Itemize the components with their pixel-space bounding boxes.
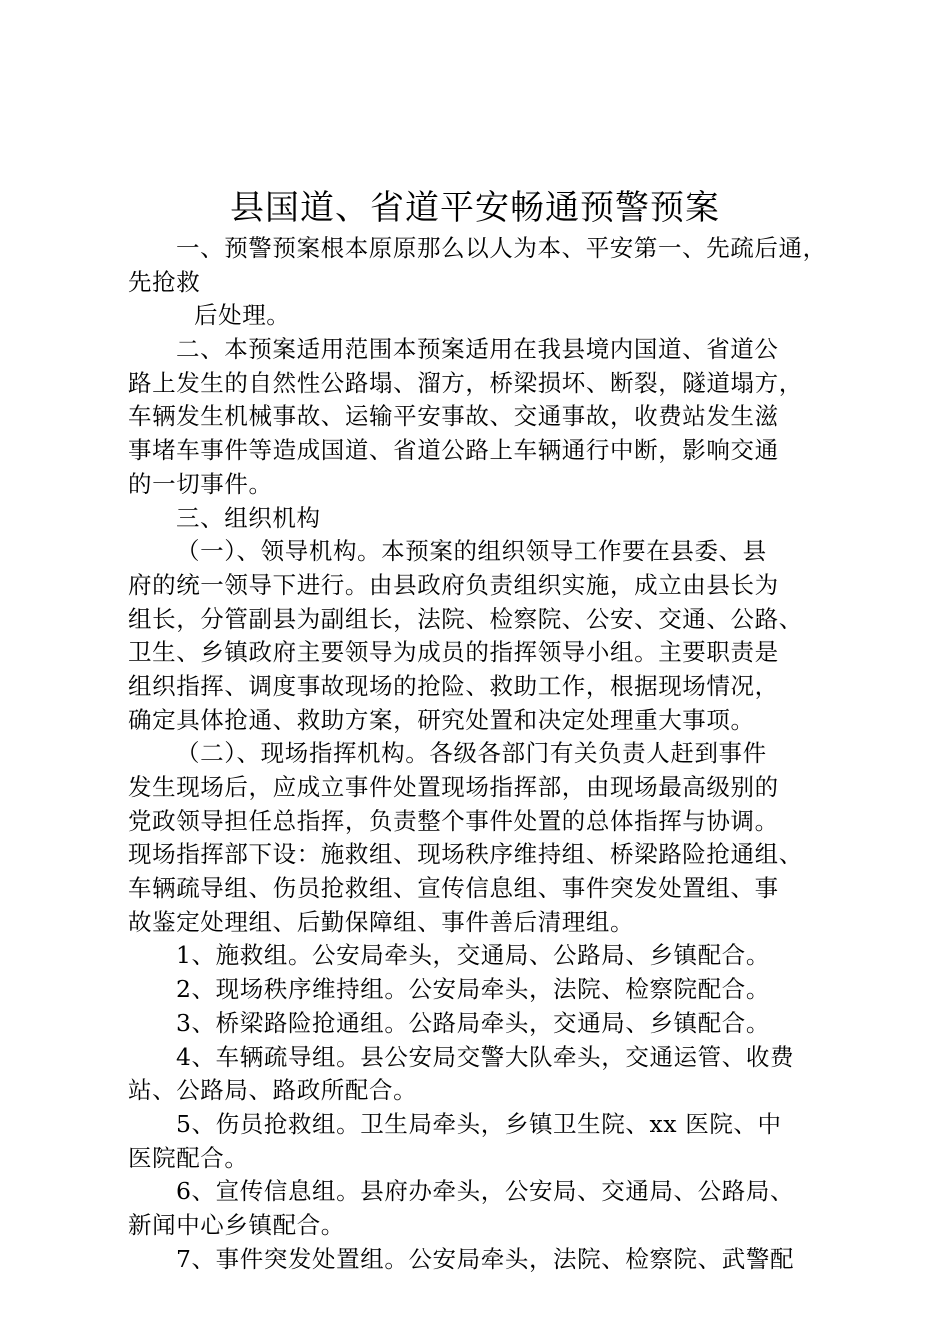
text-line: 站、公路局、路政所配合。 xyxy=(128,1076,418,1105)
text-line: 1、施救组。公安局牵头，交通局、公路局、乡镇配合。 xyxy=(176,941,770,970)
text-line: 事堵车事件等造成国道、省道公路上车辆通行中断，影响交通 xyxy=(128,436,779,465)
text-line: 一、预警预案根本原原那么以人为本、平安第一、先疏后通， xyxy=(176,234,827,262)
text-line: 卫生、乡镇政府主要领导为成员的指挥领导小组。主要职责是 xyxy=(128,638,779,667)
text-line: 医院配合。 xyxy=(128,1143,249,1172)
text-line: 3、桥梁路险抢通组。公路局牵头，交通局、乡镇配合。 xyxy=(176,1008,770,1037)
text-line: 7、事件突发处置组。公安局牵头，法院、检察院、武警配 xyxy=(176,1244,795,1273)
text-line: 发生现场后，应成立事件处置现场指挥部，由现场最高级别的 xyxy=(128,773,779,801)
text-line: 车辆疏导组、伤员抢救组、宣传信息组、事件突发处置组、事 xyxy=(128,874,779,903)
text-line: 二、本预案适用范围本预案适用在我县境内国道、省道公 xyxy=(176,335,779,364)
text-line: 6、宣传信息组。县府办牵头，公安局、交通局、公路局、 xyxy=(176,1177,795,1206)
text-line: 先抢救 xyxy=(128,267,201,296)
text-line: 路上发生的自然性公路塌、溜方，桥梁损坏、断裂，隧道塌方， xyxy=(128,368,803,397)
text-line: 组长，分管副县为副组长，法院、检察院、公安、交通、公路、 xyxy=(128,604,803,633)
page-title: 县国道、省道平安畅通预警预案 xyxy=(230,188,720,228)
text-line: 党政领导担任总指挥，负责整个事件处置的总体指挥与协调。 xyxy=(128,806,779,835)
text-line: 故鉴定处理组、后勤保障组、事件善后清理组。 xyxy=(128,907,635,936)
text-line: 现场指挥部下设：施救组、现场秩序维持组、桥梁路险抢通组、 xyxy=(128,840,803,869)
document-body xyxy=(128,232,833,1276)
text-line: （二）、现场指挥机构。各级各部门有关负责人赶到事件 xyxy=(176,739,767,768)
text-line: 组织指挥、调度事故现场的抢险、救助工作，根据现场情况， xyxy=(128,671,779,700)
text-line: 确定具体抢通、救助方案，研究处置和决定处理重大事项。 xyxy=(128,705,755,734)
text-line: （一）、领导机构。本预案的组织领导工作要在县委、县 xyxy=(176,537,767,566)
text-line: 府的统一领导下进行。由县政府负责组织实施，成立由县长为 xyxy=(128,570,779,599)
text-line: 后处理。 xyxy=(194,301,291,330)
text-line: 三、组织机构 xyxy=(176,503,321,532)
text-line: 新闻中心乡镇配合。 xyxy=(128,1210,345,1239)
text-line: 的一切事件。 xyxy=(128,469,273,498)
text-line: 车辆发生机械事故、运输平安事故、交通事故，收费站发生滋 xyxy=(128,402,779,431)
text-line: 4、车辆疏导组。县公安局交警大队牵头，交通运管、收费 xyxy=(176,1042,795,1071)
text-line: 5、伤员抢救组。卫生局牵头，乡镇卫生院、xx 医院、中 xyxy=(176,1109,782,1138)
text-line: 2、现场秩序维持组。公安局牵头，法院、检察院配合。 xyxy=(176,975,770,1004)
